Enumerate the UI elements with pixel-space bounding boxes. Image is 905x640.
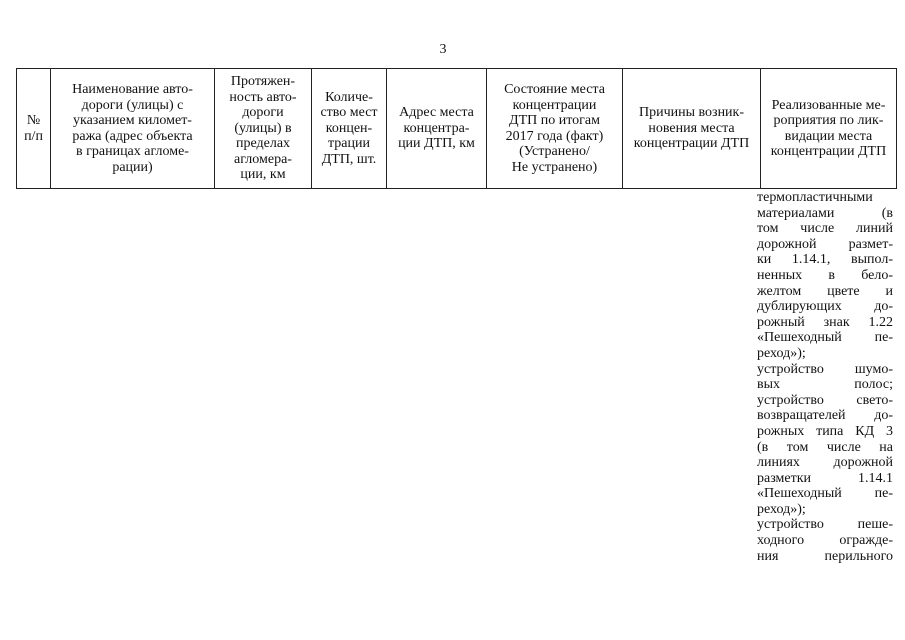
measures-line: устройство свето- — [757, 392, 893, 408]
measures-line: рожный знак 1.22 — [757, 314, 893, 330]
header-line: Количе- — [325, 89, 373, 105]
header-line: дороги — [242, 105, 284, 121]
header-line: ции ДТП, км — [398, 136, 475, 152]
dtp-table-header — [16, 68, 897, 189]
header-number — [17, 69, 51, 189]
header-line: Причины возник- — [638, 105, 745, 121]
header-line: концентрации ДТП — [770, 144, 887, 159]
header-line: Состояние места — [504, 82, 605, 97]
header-line: новения места — [648, 120, 735, 136]
header-line: (Устранено/ — [519, 144, 590, 159]
header-line: концентрации ДТП — [633, 136, 750, 152]
measures-line: ненных в бело- — [757, 267, 893, 283]
measures-cell-text — [757, 190, 893, 564]
header-line: видации места — [784, 128, 873, 144]
measures-line: дорожной размет- — [757, 236, 893, 252]
measures-line: том числе линий — [757, 221, 893, 237]
measures-line: рожных типа КД 3 — [757, 423, 893, 439]
header-line: ство мест — [320, 105, 378, 121]
header-line: агломера- — [234, 151, 292, 167]
header-line: Реализованные ме- — [771, 97, 886, 113]
measures-line: материалами (в — [757, 205, 893, 221]
header-line: дороги (улицы) с — [81, 97, 184, 113]
measures-line: дублирующих до- — [757, 299, 893, 315]
header-line: ДТП по итогам — [509, 113, 600, 128]
measures-line: желтом цвете и — [757, 283, 893, 299]
measures-line: устройство пеше- — [757, 517, 893, 533]
header-line: роприятия по лик- — [773, 113, 884, 128]
header-line: ции, км — [240, 167, 286, 183]
header-spot-address — [387, 69, 487, 189]
header-line: указанием километ- — [73, 113, 192, 128]
header-spot-count — [312, 69, 387, 189]
header-line: ража (адрес объекта — [72, 128, 193, 144]
header-line: 2017 года (факт) — [505, 128, 604, 144]
header-line: концен- — [325, 120, 373, 136]
measures-line: ния перильного — [757, 548, 893, 564]
measures-line: реход»); — [757, 501, 806, 517]
measures-line: ки 1.14.1, выпол- — [757, 252, 893, 268]
measures-line: разметки 1.14.1 — [757, 470, 893, 486]
header-line: № — [26, 113, 41, 128]
header-line: п/п — [24, 128, 43, 144]
header-spot-status — [487, 69, 623, 189]
measures-line: возвращателей до- — [757, 408, 893, 424]
header-line: ДТП, шт. — [321, 151, 377, 167]
header-line: (улицы) в — [234, 120, 292, 136]
page-number: 3 — [439, 42, 447, 57]
header-measures — [761, 69, 897, 189]
header-line: пределах — [235, 136, 291, 152]
header-line: ность авто- — [229, 89, 297, 105]
measures-line: (в том числе на — [757, 439, 893, 455]
header-line: Адрес места — [399, 105, 474, 121]
header-causes — [623, 69, 761, 189]
header-line: Наименование авто- — [72, 82, 193, 97]
measures-line: линиях дорожной — [757, 455, 893, 471]
header-line: концентрации — [512, 97, 597, 113]
header-road-length — [215, 69, 312, 189]
header-line: трации — [328, 136, 370, 152]
header-line: Протяжен- — [230, 74, 296, 90]
measures-line: термопластичными — [757, 190, 873, 205]
measures-line: ходного огражде- — [757, 533, 893, 549]
header-line: рации) — [112, 159, 153, 175]
header-line: Не устранено) — [511, 159, 598, 175]
measures-line: «Пешеходный пе- — [757, 486, 893, 502]
header-road-name — [51, 69, 215, 189]
header-line: в границах агломе- — [76, 144, 189, 159]
header-line: концентра- — [403, 120, 470, 136]
measures-line: «Пешеходный пе- — [757, 330, 893, 346]
measures-line: устройство шумо- — [757, 361, 893, 377]
measures-line: вых полос; — [757, 377, 893, 393]
measures-line: реход»); — [757, 345, 806, 361]
